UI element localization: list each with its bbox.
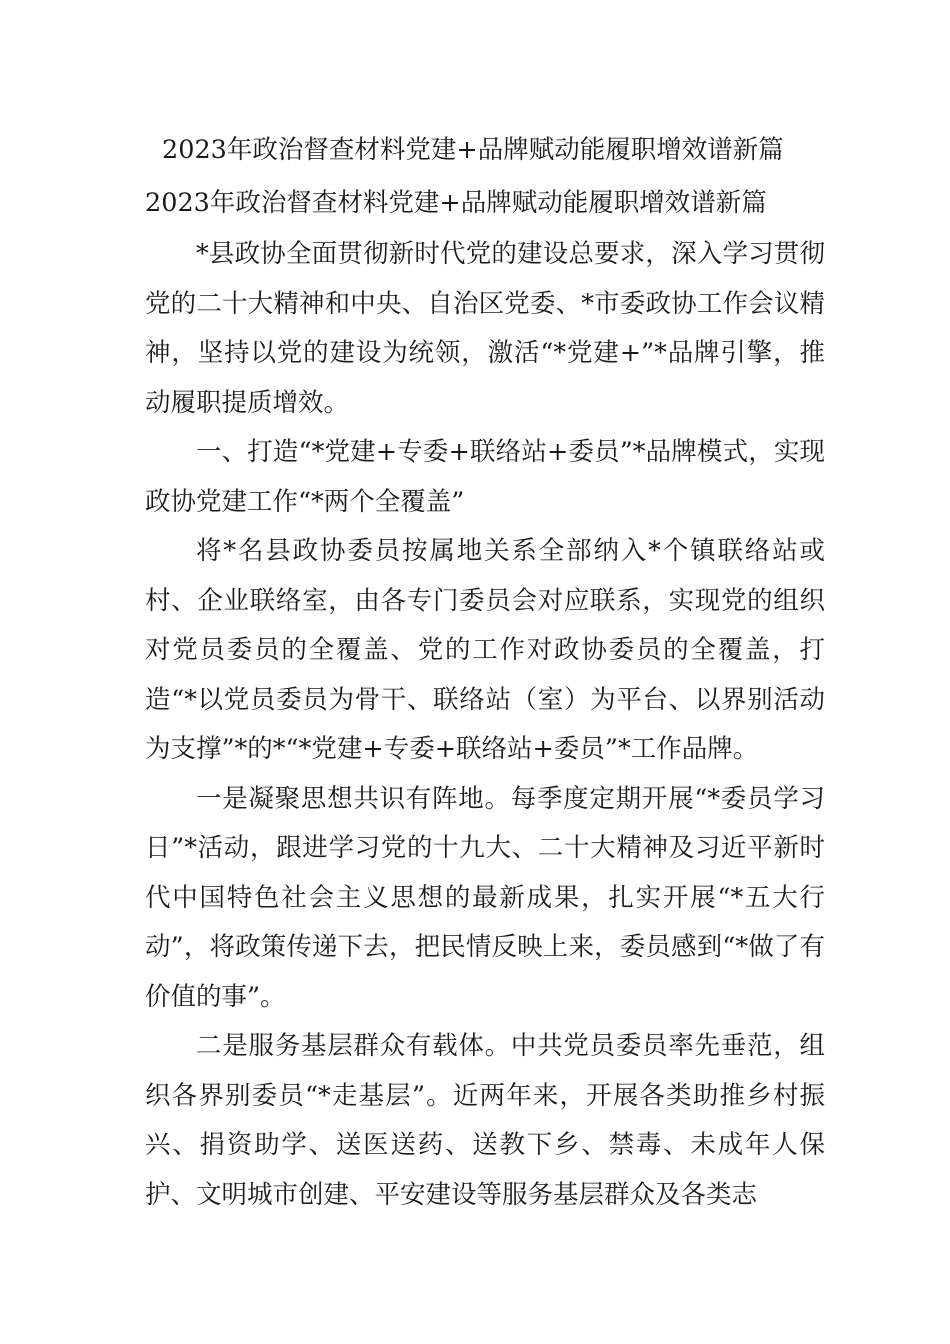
paragraph-intro: *县政协全面贯彻新时代党的建设总要求，深入学习贯彻党的二十大精神和中央、自治区党委、*市委政协工作会议精神，坚持以党的建设为统领，激活“*党建+”*品牌引擎，推动履职提质增效。 xyxy=(145,239,825,418)
section-heading-1: 一、打造“*党建+专委+联络站+委员”*品牌模式，实现政协党建工作“*两个全覆盖” xyxy=(145,437,825,517)
paragraph-point-1: 一是凝聚思想共识有阵地。每季度定期开展“*委员学习日”*活动，跟进学习党的十九大、二十大精神及习近平新时代中国特色社会主义思想的最新成果，扎实开展“*五大行动”，将政策传递下去，把民情反映上来，委员感到“*做了有价值的事”。 xyxy=(145,783,825,1012)
document-title: 2023年政治督查材料党建+品牌赋动能履职增效谱新篇 xyxy=(162,135,784,165)
document-body xyxy=(145,230,825,1220)
paragraph-point-2: 二是服务基层群众有载体。中共党员委员率先垂范，组织各界别委员“*走基层”。近两年来，开展各类助推乡村振兴、捐资助学、送医送药、送教下乡、禁毒、未成年人保护、文明城市创建、平安建设等服务基层群众及各类志 xyxy=(145,1031,825,1210)
document-title-repeat: 2023年政治督查材料党建+品牌赋动能履职增效谱新篇 xyxy=(145,188,767,218)
paragraph-section-1: 将*名县政协委员按属地关系全部纳入*个镇联络站或村、企业联络室，由各专门委员会对应联系，实现党的组织对党员委员的全覆盖、党的工作对政协委员的全覆盖，打造“*以党员委员为骨干、联络站（室）为平台、以界别活动为支撑”*的*“*党建+专委+联络站+委员”*工作品牌。 xyxy=(145,536,825,764)
